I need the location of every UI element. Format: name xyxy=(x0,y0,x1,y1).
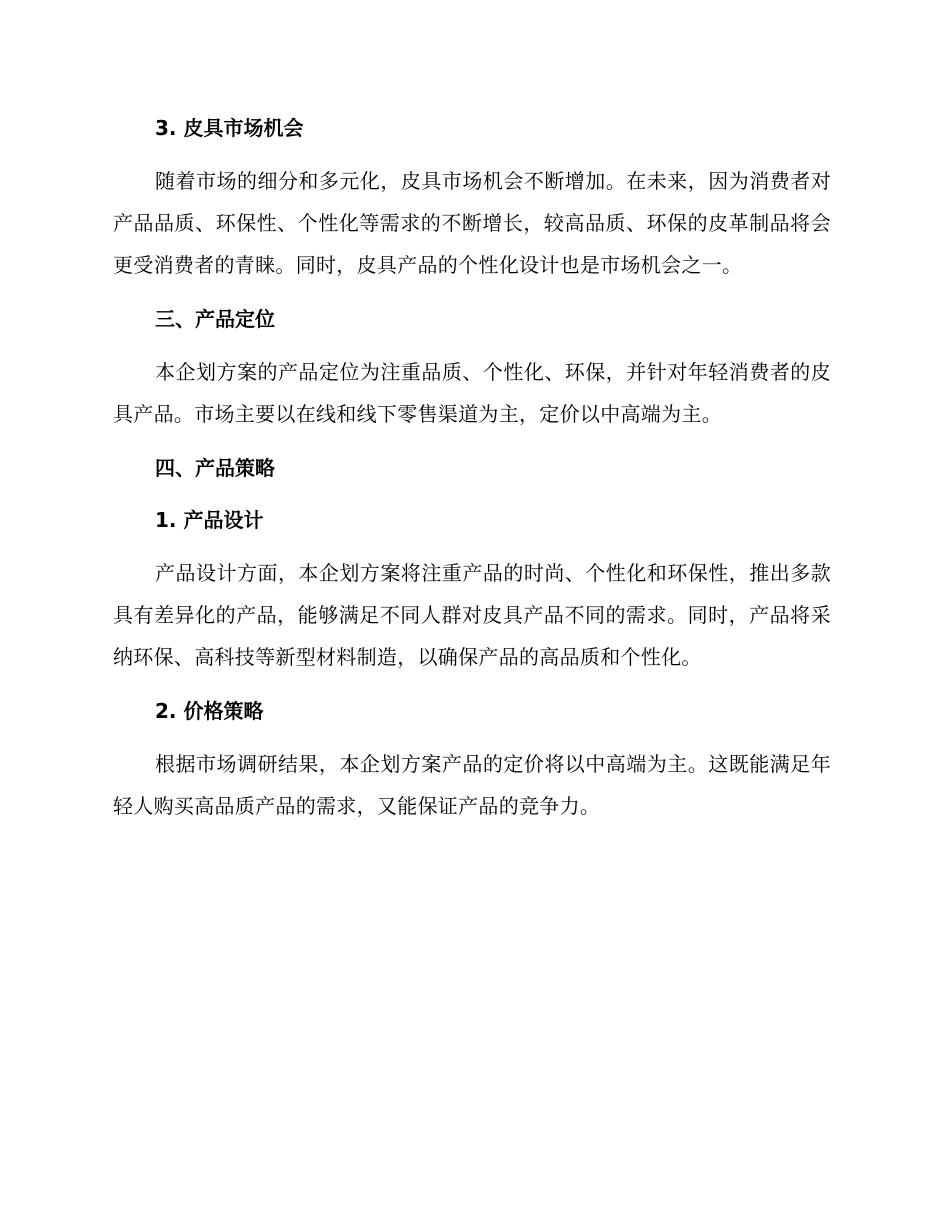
paragraph-product-positioning: 本企划方案的产品定位为注重品质、个性化、环保，并针对年轻消费者的皮具产品。市场主要以在线和线下零售渠道为主，定价以中高端为主。 xyxy=(113,360,831,426)
spacer xyxy=(113,147,831,160)
spacer xyxy=(113,730,831,743)
heading-product-strategy: 四、产品策略 xyxy=(155,456,275,480)
heading-product-design: 1. 产品设计 xyxy=(155,508,264,532)
spacer xyxy=(113,286,831,301)
spacer xyxy=(113,539,831,552)
spacer xyxy=(113,487,831,502)
paragraph-price-strategy: 根据市场调研结果，本企划方案产品的定价将以中高端为主。这既能满足年轻人购买高品质产品的需求，又能保证产品的竞争力。 xyxy=(113,752,831,818)
spacer xyxy=(113,678,831,693)
paragraph-market-opportunity: 随着市场的细分和多元化，皮具市场机会不断增加。在未来，因为消费者对产品品质、环保性、个性化等需求的不断增长，较高品质、环保的皮革制品将会更受消费者的青睐。同时，皮具产品的个性化设计也是市场机会之一。 xyxy=(113,169,831,277)
paragraph-product-design: 产品设计方面，本企划方案将注重产品的时尚、个性化和环保性，推出多款具有差异化的产品，能够满足不同人群对皮具产品不同的需求。同时，产品将采纳环保、高科技等新型材料制造，以确保产品的高品质和个性化。 xyxy=(113,561,831,669)
heading-price-strategy: 2. 价格策略 xyxy=(155,699,264,723)
document-page xyxy=(113,110,831,827)
spacer xyxy=(113,435,831,450)
spacer xyxy=(113,338,831,351)
heading-product-positioning: 三、产品定位 xyxy=(155,307,275,331)
heading-market-opportunity: 3. 皮具市场机会 xyxy=(155,116,304,140)
